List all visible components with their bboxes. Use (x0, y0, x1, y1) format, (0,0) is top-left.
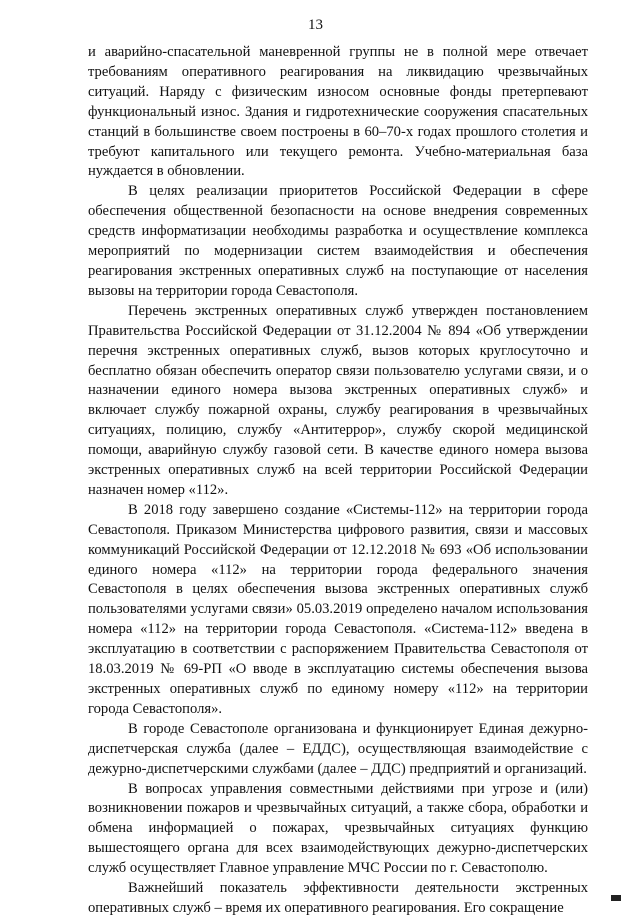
paragraph-edds: В городе Севастополе организована и функционирует Единая дежурно-диспетчерская служба (далее – ЕДДС), осуществляющая взаимодействие с дежурно-диспетчерскими службами (далее – ДДС) предприятий и организаций. (88, 720, 588, 777)
paragraph-priorities: В целях реализации приоритетов Российской Федерации в сфере обеспечения общественной безопасности на основе внедрения современных средств информатизации необходимы разработка и осуществление комплекса мероприятий по модернизации систем взаимодействия и обеспечения реагирования экстренных оперативных служб на поступающие от населения вызовы на территории города Севастополя. (88, 183, 588, 299)
paragraph-continued: и аварийно-спасательной маневренной группы не в полной мере отвечает требованиям оперативного реагирования на ликвидацию чрезвычайных ситуаций. Наряду с физическим износом основные фонды претерпевают функциональный износ. Здания и гидротехнические сооружения спасательных станций в большинстве своем построены в 60–70-х годах прошлого столетия и требуют капитального или текущего ремонта. Учебно-материальная база нуждается в обновлении. (88, 44, 588, 180)
scan-corner-mark (611, 895, 621, 901)
document-body (88, 43, 588, 919)
paragraph-services-list: Перечень экстренных оперативных служб утвержден постановлением Правительства Российской Федерации от 31.12.2004 № 894 «Об утверждении перечня экстренных оперативных служб, вызов которых круглосуточно и бесплатно обязан обеспечить оператор связи пользователю услугами связи, и о назначении единого номера вызова экстренных оперативных служб» и включает службу пожарной охраны, службу реагирования в чрезвычайных ситуациях, полицию, службу «Антитеррор», службу скорой медицинской помощи, аварийную службу газовой сети. В качестве единого номера вызова экстренных оперативных служб на всей территории Российской Федерации назначен номер «112». (88, 302, 588, 498)
page-number: 13 (308, 17, 323, 33)
paragraph-management: В вопросах управления совместными действиями при угрозе и (или) возникновении пожаров и чрезвычайных ситуаций, а также сбора, обработки и обмена информацией о пожарах, чрезвычайных ситуациях функцию вышестоящего органа для всех взаимодействующих дежурно-диспетчерских служб осуществляет Главное управление МЧС России по г. Севастополю. (88, 780, 588, 877)
paragraph-response-time: Важнейший показатель эффективности деятельности экстренных оперативных служб – время их оперативного реагирования. Его сокращение (88, 880, 588, 916)
paragraph-system-112: В 2018 году завершено создание «Системы-112» на территории города Севастополя. Приказом Министерства цифрового развития, связи и массовых коммуникаций Российской Федерации от 12.12.2018 № 693 «Об использовании единого номера «112» на территории города федерального значения Севастополя в целях обеспечения вызова экстренных оперативных служб пользователями услугами связи» 05.03.2019 определено началом использования номера «112» на территории города Севастополя. «Система-112» введена в эксплуатацию в соответствии с распоряжением Правительства Севастополя от 18.03.2019 № 69-РП «О вводе в эксплуатацию системы обеспечения вызова экстренных оперативных служб по единому номеру «112» на территории города Севастополя». (88, 501, 588, 717)
